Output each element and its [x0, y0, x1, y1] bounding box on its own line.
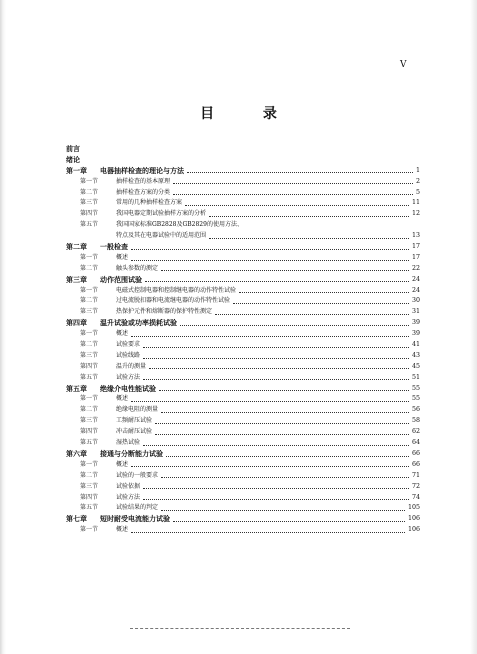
- toc-entry-title: 试验依据: [116, 482, 142, 493]
- toc-entry-title: 试验结果的判定: [116, 503, 160, 514]
- toc-section-row[interactable]: [66, 405, 420, 416]
- dot-leader: [155, 433, 409, 435]
- toc-entry-title: 试验的一般要求: [116, 471, 160, 482]
- toc-section-row[interactable]: [66, 438, 420, 449]
- toc-entry-title: 短时耐受电流能力试验: [100, 514, 170, 524]
- toc-entry-label: 第二节: [80, 188, 99, 196]
- toc-section-row[interactable]: [66, 362, 420, 373]
- toc-entry-page: 72: [410, 482, 420, 493]
- dot-leader: [161, 509, 405, 511]
- toc-section-row[interactable]: [66, 307, 420, 318]
- toc-entry-page: 105: [406, 503, 420, 514]
- toc-entry-page: 66: [410, 449, 420, 460]
- toc-entry-title: 温升的测量: [116, 362, 148, 373]
- toc-entry-label: 第三节: [80, 199, 99, 207]
- toc-entry-page: 22: [410, 264, 420, 275]
- toc-entry-label: 第五节: [80, 439, 99, 447]
- toc-entry-label: 第一节: [80, 395, 99, 403]
- toc-entry-label: 第四节: [80, 210, 99, 218]
- dot-leader: [209, 215, 409, 217]
- toc-entry-page: 106: [406, 525, 420, 536]
- toc-entry-page: 24: [410, 275, 420, 286]
- toc-section-row[interactable]: [66, 198, 420, 209]
- toc-entry-label: 第三节: [80, 482, 99, 490]
- toc-chapter-row[interactable]: [66, 242, 420, 253]
- toc-section-row[interactable]: [66, 373, 420, 384]
- toc-entry-title: 温升试验或功率损耗试验: [100, 318, 177, 328]
- toc-section-row[interactable]: [66, 482, 420, 493]
- toc-chapter-row[interactable]: [66, 275, 420, 286]
- toc-chapter-row[interactable]: [66, 166, 420, 177]
- toc-list: [66, 144, 420, 536]
- toc-entry-label: 第一节: [80, 286, 99, 294]
- toc-entry-title: 绝缘介电性能试验: [100, 383, 156, 393]
- toc-entry-page: 24: [410, 286, 420, 297]
- toc-entry-label: 第三节: [80, 351, 99, 359]
- toc-section-row[interactable]: [66, 525, 420, 536]
- toc-chapter-row[interactable]: [66, 318, 420, 329]
- toc-entry-label: 第五章: [66, 383, 87, 393]
- toc-entry-label: 第一节: [80, 177, 99, 185]
- dot-leader: [131, 465, 409, 467]
- dot-leader: [161, 269, 409, 271]
- dot-leader: [131, 400, 409, 402]
- dot-leader: [143, 487, 409, 489]
- toc-entry-title: 概述: [116, 253, 130, 264]
- dot-leader: [161, 476, 409, 478]
- toc-entry-page: 43: [410, 351, 420, 362]
- toc-entry-title: 试验线路: [116, 351, 142, 362]
- toc-entry-page: 55: [410, 394, 420, 405]
- toc-entry-page: 74: [410, 493, 420, 504]
- toc-entry-label: 第四节: [80, 362, 99, 370]
- toc-entry-title: 常用的几种抽样检查方案: [116, 198, 184, 209]
- toc-section-row[interactable]: [66, 286, 420, 297]
- toc-entry-label: 第四章: [66, 318, 87, 328]
- toc-entry-page: 2: [414, 177, 420, 188]
- toc-section-row[interactable]: [66, 188, 420, 199]
- toc-section-row[interactable]: [66, 329, 420, 340]
- toc-entry-page: 31: [410, 307, 420, 318]
- dot-leader: [155, 422, 409, 424]
- toc-entry-label: 第一节: [80, 253, 99, 261]
- page-number: V: [400, 60, 408, 70]
- toc-entry-title: 抽样检查方案的分类: [116, 188, 172, 199]
- toc-entry-title: 概述: [116, 329, 130, 340]
- dot-leader: [131, 531, 405, 533]
- toc-entry-title: 绪论: [66, 154, 80, 164]
- toc-entry-page: 106: [406, 514, 420, 525]
- dot-leader: [166, 455, 409, 457]
- toc-chapter-row[interactable]: [66, 449, 420, 460]
- toc-entry-title: 绝缘电阻的测量: [116, 405, 160, 416]
- toc-entry-title: 概述: [116, 394, 130, 405]
- toc-entry-label: 第一节: [80, 526, 99, 534]
- toc-entry-page: 66: [410, 460, 420, 471]
- toc-section-row[interactable]: [66, 503, 420, 514]
- dot-leader: [159, 389, 409, 391]
- dot-leader: [209, 237, 409, 239]
- toc-entry-title: 冲击耐压试验: [116, 427, 154, 438]
- toc-entry-page: 51: [410, 373, 420, 384]
- toc-entry-title: 试验方法: [116, 373, 142, 384]
- dot-leader: [173, 520, 405, 522]
- toc-entry-page: 17: [410, 242, 420, 253]
- toc-entry-label: 第一章: [66, 165, 87, 175]
- toc-section-row[interactable]: [66, 493, 420, 504]
- toc-section-row[interactable]: [66, 209, 420, 220]
- toc-front-row[interactable]: [66, 144, 420, 155]
- toc-entry-label: 第二节: [80, 264, 99, 272]
- toc-section-row[interactable]: [66, 177, 420, 188]
- dot-leader: [145, 280, 409, 282]
- toc-entry-page: 12: [410, 209, 420, 220]
- toc-entry-page: 55: [410, 384, 420, 395]
- toc-entry-page: 11: [410, 198, 420, 209]
- dot-leader: [149, 367, 409, 369]
- toc-entry-label: 第二节: [80, 471, 99, 479]
- toc-entry-label: 第三节: [80, 417, 99, 425]
- dot-leader: [187, 171, 413, 173]
- toc-entry-title: 概述: [116, 460, 130, 471]
- dot-leader: [239, 291, 409, 293]
- toc-entry-page: 39: [410, 329, 420, 340]
- toc-entry-title: 试验要求: [116, 340, 142, 351]
- dot-leader: [173, 182, 413, 184]
- toc-entry-page: 17: [410, 253, 420, 264]
- toc-entry-title: 工频耐压试验: [116, 416, 154, 427]
- toc-entry-title: 过电流脱扣器和电流继电器的动作特性试验: [116, 296, 232, 307]
- toc-chapter-row[interactable]: [66, 384, 420, 395]
- toc-entry-label: 第二章: [66, 242, 87, 252]
- page-title: 目 录: [200, 106, 299, 122]
- toc-entry-title: 特点及其在电器试验中的适用范围: [116, 231, 208, 242]
- dot-leader: [131, 259, 409, 261]
- dot-leader: [173, 193, 413, 195]
- bottom-rule: [130, 628, 350, 629]
- toc-entry-title: 电器抽样检查的理论与方法: [100, 165, 184, 175]
- toc-entry-label: 第一节: [80, 330, 99, 338]
- toc-entry-page: 58: [410, 416, 420, 427]
- toc-entry-title: 触头参数的测定: [116, 264, 160, 275]
- toc-entry-label: 第七章: [66, 514, 87, 524]
- dot-leader: [215, 313, 409, 315]
- toc-entry-label: 第一节: [80, 460, 99, 468]
- toc-entry-page: 45: [410, 362, 420, 373]
- toc-entry-title: 我国国家标准GB2828及GB2829的使用方法、: [116, 220, 245, 231]
- toc-section-row[interactable]: [66, 296, 420, 307]
- toc-entry-label: 第五节: [80, 504, 99, 512]
- toc-entry-title: 我国电器定期试验抽样方案的分析: [116, 209, 208, 220]
- dot-leader: [131, 335, 409, 337]
- toc-section-row[interactable]: [66, 427, 420, 438]
- dot-leader: [143, 498, 409, 500]
- dot-leader: [143, 444, 409, 446]
- toc-entry-page: 39: [410, 318, 420, 329]
- dot-leader: [185, 204, 409, 206]
- toc-entry-title: 试验方法: [116, 493, 142, 504]
- toc-entry-page: 41: [410, 340, 420, 351]
- dot-leader: [180, 324, 409, 326]
- toc-entry-label: 第四节: [80, 428, 99, 436]
- dot-leader: [233, 302, 409, 304]
- toc-entry-label: 第二节: [80, 297, 99, 305]
- toc-section-row[interactable]: [66, 471, 420, 482]
- toc-section-row[interactable]: [66, 231, 420, 242]
- toc-entry-page: 5: [414, 188, 420, 199]
- toc-entry-page: 30: [410, 296, 420, 307]
- toc-entry-label: 第二节: [80, 406, 99, 414]
- toc-entry-page: 56: [410, 405, 420, 416]
- toc-entry-label: 第五节: [80, 373, 99, 381]
- toc-front-row[interactable]: [66, 155, 420, 166]
- dot-leader: [131, 248, 409, 250]
- toc-entry-title: 概述: [116, 525, 130, 536]
- toc-chapter-row[interactable]: [66, 514, 420, 525]
- toc-entry-title: 动作范围试验: [100, 274, 142, 284]
- toc-entry-title: 前言: [66, 144, 80, 153]
- toc-entry-title: 接通与分断能力试验: [100, 448, 163, 458]
- toc-entry-title: 湿热试验: [116, 438, 142, 449]
- toc-section-row[interactable]: [66, 253, 420, 264]
- dot-leader: [143, 357, 409, 359]
- toc-entry-title: 一般检查: [100, 242, 128, 252]
- toc-section-row[interactable]: [66, 351, 420, 362]
- toc-entry-label: 第二节: [80, 341, 99, 349]
- toc-section-row[interactable]: [66, 340, 420, 351]
- toc-entry-label: 第三章: [66, 274, 87, 284]
- toc-entry-label: 第四节: [80, 493, 99, 501]
- toc-section-row[interactable]: [66, 416, 420, 427]
- toc-entry-page: 64: [410, 438, 420, 449]
- toc-entry-label: 第五节: [80, 221, 99, 229]
- dot-leader: [161, 411, 409, 413]
- toc-section-row[interactable]: [66, 264, 420, 275]
- toc-entry-title: 热保护元件和熔断器的保护特性测定: [116, 307, 214, 318]
- toc-section-row[interactable]: [66, 394, 420, 405]
- dot-leader: [143, 378, 409, 380]
- dot-leader: [143, 346, 409, 348]
- toc-section-row[interactable]: [66, 220, 420, 231]
- toc-entry-label: 第六章: [66, 448, 87, 458]
- toc-section-row[interactable]: [66, 460, 420, 471]
- toc-entry-page: 62: [410, 427, 420, 438]
- toc-entry-title: 抽样检查的基本原理: [116, 177, 172, 188]
- toc-entry-page: 71: [410, 471, 420, 482]
- toc-entry-page: 13: [410, 231, 420, 242]
- toc-entry-title: 电磁式控制电器和控制继电器的动作特性试验: [116, 286, 238, 297]
- toc-entry-label: 第三节: [80, 308, 99, 316]
- toc-entry-page: 1: [414, 166, 420, 177]
